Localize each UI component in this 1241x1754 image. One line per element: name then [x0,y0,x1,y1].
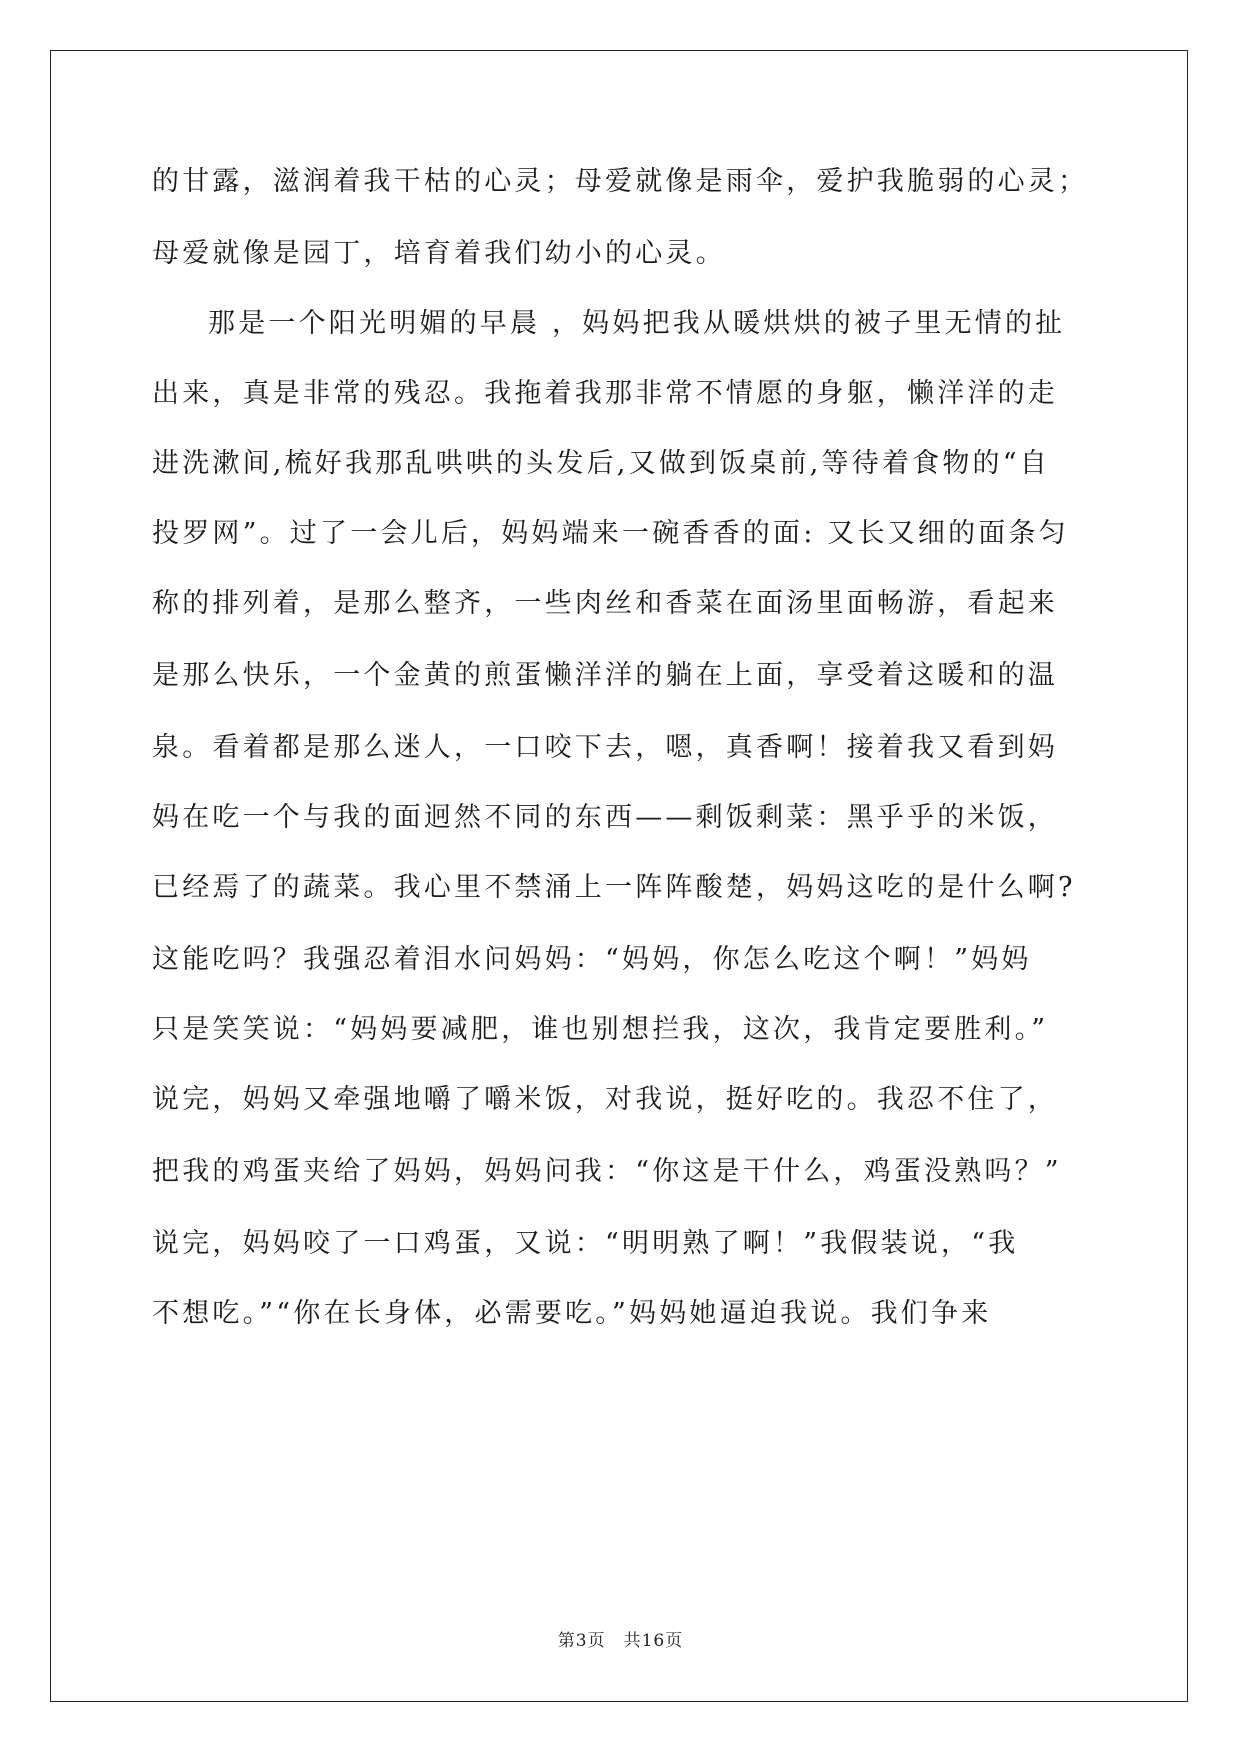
text-line: 的甘露，滋润着我干枯的心灵；母爱就像是雨伞，爱护我脆弱的心灵； [152,166,1089,197]
text-line: 泉。看着都是那么迷人，一口咬下去，嗯，真香啊！接着我又看到妈 [152,732,1058,763]
text-line: 出来，真是非常的残忍。我拖着我那非常不情愿的身躯，懒洋洋的走 [152,378,1058,409]
text-line: 不想吃。”“你在长身体，必需要吃。”妈妈她逼迫我说。我们争来 [152,1298,992,1329]
text-line: 投罗网”。过了一会儿后，妈妈端来一碗香香的面: 又长又细的面条匀 [152,518,1069,549]
text-line: 说完，妈妈咬了一口鸡蛋，又说：“明明熟了啊！”我假装说，“我 [152,1228,1019,1259]
text-line: 母爱就像是园丁，培育着我们幼小的心灵。 [152,238,726,269]
paragraph-first-line: 那是一个阳光明媚的早晨 ，妈妈把我从暖烘烘的被子里无情的扯 [208,308,1066,339]
text-line: 妈在吃一个与我的面迥然不同的东西——剩饭剩菜：黑乎乎的米饭， [152,802,1058,833]
text-line: 是那么快乐，一个金黄的煎蛋懒洋洋的躺在上面，享受着这暖和的温 [152,660,1058,691]
text-line: 说完，妈妈又牵强地嚼了嚼米饭，对我说，挺好吃的。我忍不住了， [152,1084,1058,1115]
text-line: 已经焉了的蔬菜。我心里不禁涌上一阵阵酸楚，妈妈这吃的是什么啊? [152,872,1076,903]
text-line: 这能吃吗？我强忍着泪水问妈妈：“妈妈，你怎么吃这个啊！”妈妈 [152,944,1032,975]
text-line: 进洗漱间,梳好我那乱哄哄的头发后,又做到饭桌前,等待着食物的“自 [152,448,1050,479]
page-number-footer: 第3页 共16页 [557,1631,684,1651]
text-line: 把我的鸡蛋夹给了妈妈，妈妈问我：“你这是干什么，鸡蛋没熟吗？” [152,1156,1062,1187]
text-line: 称的排列着，是那么整齐，一些肉丝和香菜在面汤里面畅游，看起来 [152,588,1058,619]
text-line: 只是笑笑说：“妈妈要减肥，谁也别想拦我，这次，我肯定要胜利。” [152,1014,1049,1045]
